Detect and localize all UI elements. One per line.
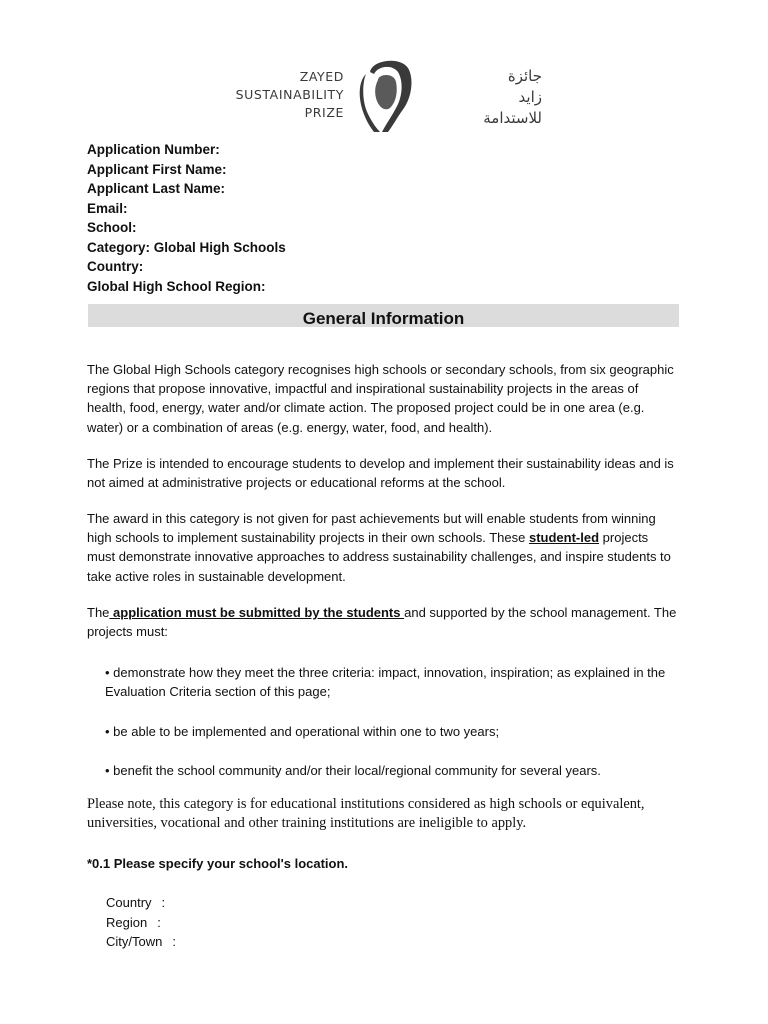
applicant-fields — [87, 140, 286, 296]
field-country: Country: — [87, 259, 144, 274]
location-region-row — [106, 915, 161, 930]
location-separator: : — [157, 915, 161, 930]
field-last-name: Applicant Last Name: — [87, 181, 226, 196]
location-region-label: Region — [106, 915, 148, 930]
paragraph-prize-intent — [87, 454, 677, 492]
paragraph-award-scope — [87, 509, 677, 586]
location-separator: : — [172, 934, 176, 949]
paragraph-text — [87, 509, 677, 586]
paragraph-category-description — [87, 360, 677, 437]
bullet-item: • demonstrate how they meet the three criteria: impact, innovation, inspiration; as explained in the Evaluation Criteria section of this page; — [105, 665, 666, 700]
field-application-number: Application Number: — [87, 142, 220, 157]
question-location: *0.1 Please specify your school's location. — [87, 856, 349, 871]
location-city-label: City/Town — [106, 934, 163, 949]
field-first-name: Applicant First Name: — [87, 161, 227, 177]
paragraph-text: The Prize is intended to encourage students to develop and implement their sustainability ideas and is not aimed at administrative projects or educational reforms at the school. — [87, 456, 674, 491]
field-school: School: — [87, 220, 137, 235]
location-city-row — [106, 934, 176, 949]
location-country-label: Country — [106, 895, 152, 910]
paragraph-submission — [87, 603, 677, 641]
zayed-prize-logo — [0, 54, 768, 132]
logo-line: ZAYED — [299, 69, 344, 84]
location-separator: : — [161, 895, 166, 910]
logo-line: PRIZE — [304, 105, 344, 120]
section-title: General Information — [302, 309, 465, 328]
portrait-icon — [352, 54, 422, 132]
field-region: Global High School Region: — [87, 278, 266, 294]
paragraph-segment: and supported by the school management. The projects must: — [87, 605, 677, 640]
paragraph-segment: projects must demonstrate innovative approaches to address sustainability challenges, and inspire students to take active roles in sustainable development. — [87, 530, 671, 584]
logo-english-text — [236, 68, 344, 122]
bullet-item: • be able to be implemented and operational within one to two years; — [105, 724, 500, 739]
field-category: Category: Global High Schools — [87, 239, 286, 255]
emphasis-submitted-by-students: application must be submitted by the students — [109, 605, 405, 620]
paragraph-segment: The award in this category is not given for past achievements but will enable students from winning high schools to implement sustainability projects in their own schools. These — [87, 511, 656, 546]
bullet-item: • benefit the school community and/or their local/regional community for several years. — [105, 763, 601, 778]
logo-line: زايد — [518, 88, 542, 106]
logo-line: SUSTAINABILITY — [235, 87, 344, 102]
paragraph-text — [87, 603, 677, 641]
logo-line: للاستدامة — [483, 109, 542, 127]
location-country-row — [106, 895, 165, 910]
section-header — [88, 304, 679, 327]
logo-line: جائزة — [507, 67, 542, 85]
logo-arabic-text — [432, 66, 542, 129]
field-email: Email: — [87, 200, 128, 216]
eligibility-note: Please note, this category is for educational institutions considered as high schools or equivalent, universities, vocational and other training institutions are ineligible to apply. — [87, 796, 645, 831]
paragraph-text: The Global High Schools category recognises high schools or secondary schools, from six geographic regions that propose innovative, impactful and inspirational sustainability projects in the areas of health, food, energy, water and/or climate action. The proposed project could be in one area (e.g. water) or a combination of areas (e.g. energy, water, food, and health). — [87, 362, 674, 435]
paragraph-segment: The — [87, 605, 110, 620]
emphasis-student-led: student-led — [528, 530, 600, 546]
